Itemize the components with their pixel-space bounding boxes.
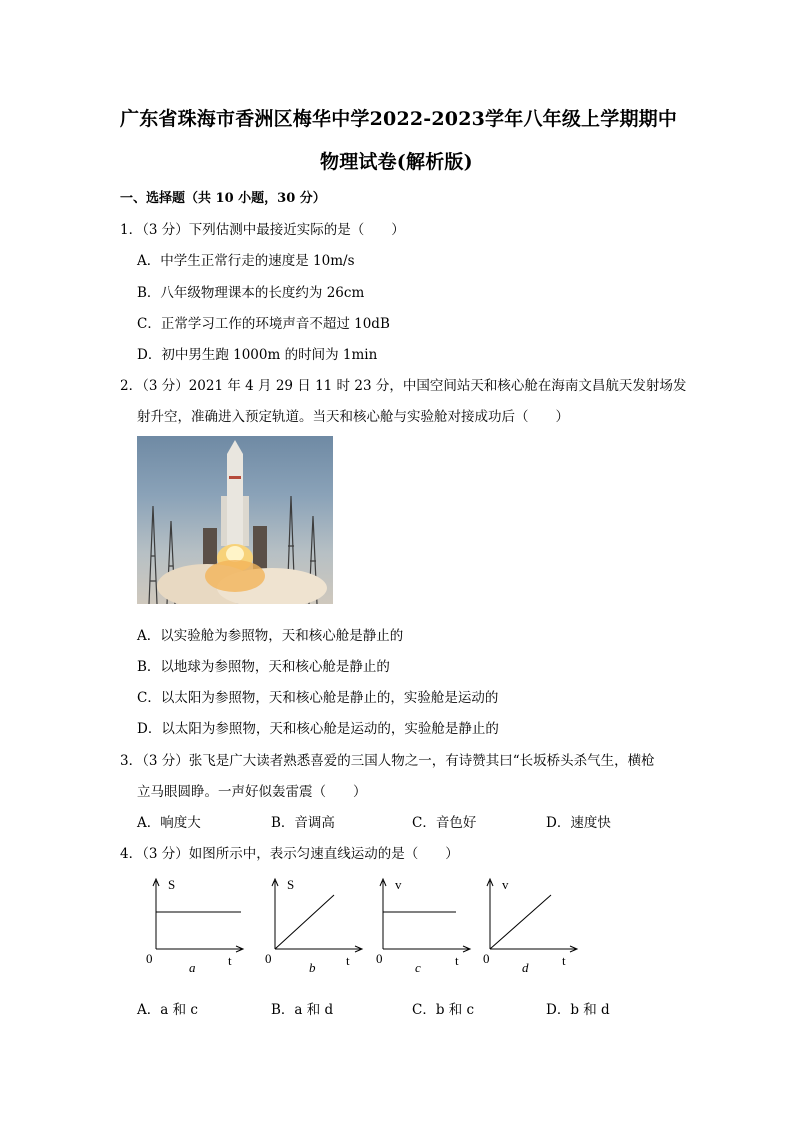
question-1-option-d: D．初中男生跑 1000m 的时间为 1min (137, 347, 378, 363)
question-2-option-a: A．以实验舱为参照物，天和核心舱是静止的 (137, 628, 404, 644)
graph-d-origin: 0 (483, 951, 490, 966)
question-2-option-d: D．以太阳为参照物，天和核心舱是运动的，实验舱是静止的 (137, 721, 499, 737)
graph-d (478, 873, 584, 977)
question-2-option-b: B．以地球为参照物，天和核心舱是静止的 (137, 659, 390, 675)
question-3-option-a: A．响度大 (137, 815, 201, 831)
graph-d-ylabel: v (502, 877, 509, 892)
question-3-option-b: B．音调高 (271, 815, 335, 831)
section-heading: 一、选择题（共 10 小题，30 分） (120, 191, 326, 206)
graph-b-origin: 0 (265, 951, 272, 966)
question-2-option-c: C．以太阳为参照物，天和核心舱是静止的，实验舱是运动的 (137, 690, 499, 706)
graph-a (144, 873, 250, 977)
question-1-option-b: B．八年级物理课本的长度约为 26cm (137, 285, 365, 301)
question-3-option-d: D．速度快 (546, 815, 611, 831)
graph-b (263, 873, 369, 977)
question-2-stem-line2: 射升空，准确进入预定轨道。当天和核心舱与实验舱对接成功后（ ） (137, 409, 569, 425)
graph-c-origin: 0 (376, 951, 383, 966)
question-4-option-b: B．a 和 d (271, 1002, 334, 1018)
question-4-stem: 4．（3 分）如图所示中，表示匀速直线运动的是（ ） (120, 846, 459, 862)
graph-a-xlabel: t (228, 953, 232, 968)
graph-a-ylabel: S (168, 877, 176, 892)
graph-c-caption: c (415, 960, 421, 975)
question-1-stem: 1．（3 分）下列估测中最接近实际的是（ ） (120, 222, 405, 238)
question-3-option-c: C．音色好 (412, 815, 477, 831)
question-4-option-a: A．a 和 c (137, 1002, 198, 1018)
question-4-option-c: C．b 和 c (412, 1002, 475, 1018)
graph-c (371, 873, 477, 977)
graph-a-origin: 0 (146, 951, 153, 966)
graph-b-line (275, 895, 334, 949)
graph-c-ylabel: v (395, 877, 402, 892)
graph-b-ylabel: S (287, 877, 295, 892)
question-4-option-d: D．b 和 d (546, 1002, 610, 1018)
graph-b-xlabel: t (346, 953, 350, 968)
graph-b-caption: b (309, 960, 316, 975)
graph-d-caption: d (522, 960, 529, 975)
rocket-launch-photo (137, 436, 333, 604)
question-1-option-a: A．中学生正常行走的速度是 10m/s (137, 253, 355, 269)
graph-d-xlabel: t (562, 953, 566, 968)
question-2-stem-line1: 2．（3 分）2021 年 4 月 29 日 11 时 23 分，中国空间站天和核心舱在海南文昌航天发射场发 (120, 378, 687, 394)
graph-d-line (490, 895, 551, 949)
graph-a-caption: a (189, 960, 196, 975)
question-1-option-c: C．正常学习工作的环境声音不超过 10dB (137, 316, 390, 332)
graph-c-xlabel: t (455, 953, 459, 968)
page-title-line2: 物理试卷(解析版) (320, 151, 473, 173)
question-3-stem-line2: 立马眼圆睁。一声好似轰雷震（ ） (137, 784, 367, 800)
page-title-line1: 广东省珠海市香洲区梅华中学2022-2023学年八年级上学期期中 (120, 108, 678, 130)
question-3-stem-line1: 3．（3 分）张飞是广大读者熟悉喜爱的三国人物之一，有诗赞其曰“长坂桥头杀气生，横枪 (120, 753, 655, 769)
